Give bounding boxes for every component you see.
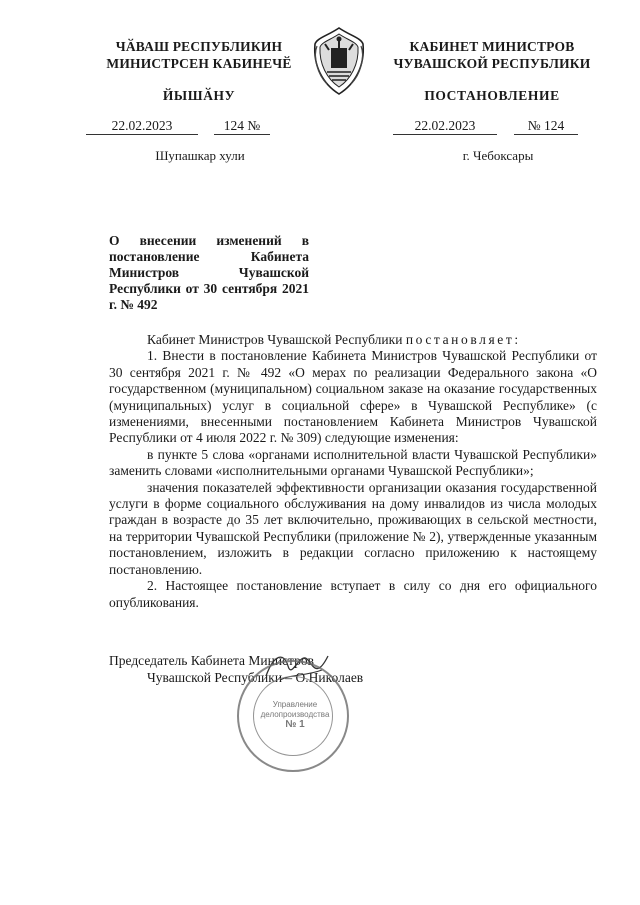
preamble-start: Кабинет Министров Чувашской Республики xyxy=(147,332,403,347)
document-subject: О внесении изменений в постановление Кабинета Министров Чувашской Республики от 30 сентября 2021 г. № 492 xyxy=(109,233,309,312)
right-date-field: 22.02.2023 xyxy=(393,118,497,135)
left-date-field: 22.02.2023 xyxy=(86,118,198,135)
right-header xyxy=(373,38,611,72)
paragraph-2: в пункте 5 слова «органами исполнительной власти Чувашской Республики» заменить словами «исполнительными органами Чувашской Республики»; xyxy=(109,446,597,479)
right-place: г. Чебоксары xyxy=(462,148,534,163)
left-header xyxy=(80,38,318,72)
paragraph-3: значения показателей эффективности организации оказания государственной услуги в форме социального обслуживания на дому инвалидов из числа молодых граждан в возрасте до 35 лет включительно, проживающих в сельской местности, на территории Чувашской Республики (приложение № 2), утвержденные указанным постановлением, изложить в редакции согласно приложению к настоящему постановлению. xyxy=(109,479,597,577)
right-title-line2: ЧУВАШСКОЙ РЕСПУБЛИКИ xyxy=(393,56,591,71)
left-title-line1: ЧӐВАШ РЕСПУБЛИКИН xyxy=(115,39,283,54)
right-number-field: № 124 xyxy=(514,118,578,135)
right-title-line1: КАБИНЕТ МИНИСТРОВ xyxy=(409,39,575,54)
stamp-line-1: Управление xyxy=(272,700,318,709)
left-place: Шупашкар хули xyxy=(155,148,245,163)
document-body xyxy=(109,332,597,611)
signature-line-2: Чувашской Республики – О.Николаев xyxy=(147,670,364,685)
stamp-line-3: № 1 xyxy=(285,719,305,730)
chuvash-coat-of-arms-icon xyxy=(311,26,367,96)
left-title-line2: МИНИСТРСЕН КАБИНЕЧӖ xyxy=(106,56,292,71)
paragraph-1: 1. Внести в постановление Кабинета Министров Чувашской Республики от 30 сентября 2021 г. № 492 «О мерах по реализации Федерального закона «О государственном (муниципальном) социальном заказе на оказание государственных (муниципальных) услуг в социальной сфере» в Чувашской Республике» (с изменениями, внесенными постановлением Кабинета Министров Чувашской Республики от 4 июля 2022 г. № 309) следующие изменения: xyxy=(109,348,597,446)
preamble xyxy=(109,332,597,348)
stamp-line-2: делопроизводства xyxy=(260,710,330,719)
official-stamp xyxy=(237,660,349,772)
left-number-field: 124 № xyxy=(214,118,270,135)
paragraph-4: 2. Настоящее постановление вступает в силу со дня его официального опубликования. xyxy=(109,578,597,610)
signature-line-1: Председатель Кабинета Министров xyxy=(109,653,314,668)
preamble-decree: постановляет: xyxy=(405,332,521,347)
left-doc-type: ЙЫШӐНУ xyxy=(162,88,236,103)
right-doc-type: ПОСТАНОВЛЕНИЕ xyxy=(424,88,560,103)
